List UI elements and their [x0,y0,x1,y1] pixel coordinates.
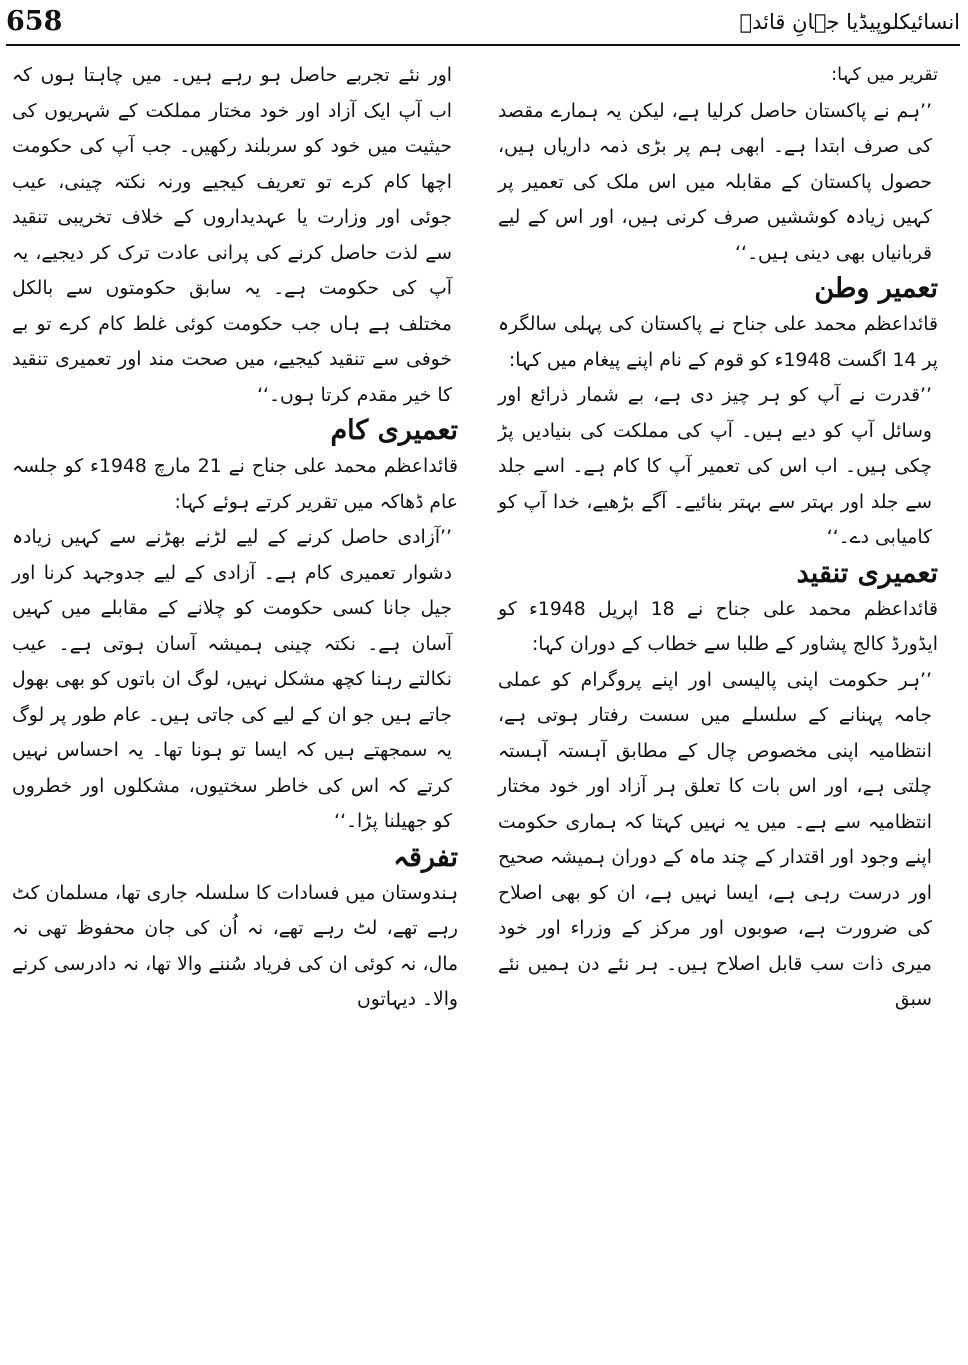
left-column [12,58,458,1018]
book-title: انسائیکلوپیڈیا جہانِ قائدؒ [739,10,960,34]
right-column [498,58,938,1018]
body-paragraph: ہندوستان میں فسادات کا سلسلہ جاری تھا، مسلمان کٹ رہے تھے، لٹ رہے تھے، نہ اُن کی جان محفوظ تھی نہ مال، نہ کوئی ان کی فریاد سُننے والا تھا، نہ دادرسی کرنے والا۔ دیہاتوں [12,882,458,1010]
body-paragraph: قائداعظم محمد علی جناح نے 21 مارچ 1948ء کو جلسہ عام ڈھاکہ میں تقریر کرتے ہوئے کہا: [12,456,458,513]
section-heading: تعمیری تنقید [796,557,938,589]
header-rule [6,44,960,46]
page-header [0,0,968,46]
section-heading: تعمیری کام [330,415,458,446]
section-heading: تفرقہ [393,841,458,873]
quote-paragraph: ’’آزادی حاصل کرنے کے لیے لڑنے بھڑنے سے کہیں زیادہ دشوار تعمیری کام ہے۔ آزادی کے لیے جدوجہد کرنا اور جیل جانا کسی حکومت کو چلانے کے مقابلے میں کہیں آسان ہے۔ نکتہ چینی ہمیشہ آسان ہوتی ہے۔ عیب نکالتے رہنا کچھ مشکل نہیں، لوگ ان باتوں کو بھی بھول جاتے ہیں جو ان کے لیے کی جاتی ہیں۔ عام طور پر لوگ یہ سمجھتے ہیں کہ ایسا تو ہونا تھا۔ یہ احساس نہیں کرتے کہ اس کی خاطر سختیوں، مشکلوں اور خطروں کو جھیلنا پڑا۔‘‘ [12,527,452,832]
page-number: 658 [6,6,63,37]
intro-text: تقریر میں کہا: [831,65,938,85]
quote-paragraph: ’’ہم نے پاکستان حاصل کرلیا ہے، لیکن یہ ہمارے مقصد کی صرف ابتدا ہے۔ ابھی ہم پر بڑی ذمہ داریاں ہیں، حصول پاکستان کے مقابلہ میں اس ملک کی تعمیر پر کہیں زیادہ کوششیں صرف کرنی ہیں، اور اس کے لیے قربانیاں بھی دینی ہیں۔‘‘ [498,100,932,264]
body-paragraph: قائداعظم محمد علی جناح نے 18 اپریل 1948ء کو ایڈورڈ کالج پشاور کے طلبا سے خطاب کے دوران کہا: [498,598,938,655]
quote-paragraph: ’’ہر حکومت اپنی پالیسی اور اپنے پروگرام کو عملی جامہ پہنانے کے سلسلے میں سست رفتار ہوتی ہے، انتظامیہ اپنی مخصوص چال کے مطابق آہستہ آہستہ چلتی ہے، اور اس بات کا تعلق ہر آزاد اور خود مختار انتظامیہ سے ہے۔ میں یہ نہیں کہتا کہ ہماری حکومت اپنے وجود اور اقتدار کے چند ماہ کے دوران ہمیشہ صحیح اور درست رہی ہے، ایسا نہیں ہے، ان کو بھی اصلاح کی ضرورت ہے، صوبوں اور مرکز کے وزراء اور خود میری ذات سب قابل اصلاح ہیں۔ ہر نئے دن ہمیں نئے سبق [498,669,932,1010]
quote-paragraph: ’’قدرت نے آپ کو ہر چیز دی ہے، بے شمار ذرائع اور وسائل آپ کو دیے ہیں۔ آپ کی مملکت کی بنیادیں پڑ چکی ہیں۔ اب اس کی تعمیر آپ کا کام ہے۔ اسے جلد سے جلد اور بہتر سے بہتر بنائیے۔ آگے بڑھیے، خدا آپ کو کامیابی دے۔‘‘ [498,385,932,548]
body-paragraph: قائداعظم محمد علی جناح نے پاکستان کی پہلی سالگرہ پر 14 اگست 1948ء کو قوم کے نام اپنے پیغام میں کہا: [498,314,938,371]
section-heading: تعمیر وطن [814,273,938,304]
quote-paragraph: اور نئے تجربے حاصل ہو رہے ہیں۔ میں چاہتا ہوں کہ اب آپ ایک آزاد اور خود مختار مملکت کے شہریوں کی حیثیت میں خود کو سربلند رکھیں۔ جب آپ کی حکومت اچھا کام کرے تو تعریف کیجیے ورنہ نکتہ چینی، عیب جوئی اور وزارت یا عہدیداروں کے خلاف تخریبی تنقید سے لذت حاصل کرنے کی پرانی عادت ترک کر دیجیے، یہ آپ کی حکومت ہے۔ یہ سابق حکومتوں سے بالکل مختلف ہے ہاں جب حکومت کوئی غلط کام کرے تو بے خوفی سے تنقید کیجیے، میں صحت مند اور تعمیری تنقید کا خیر مقدم کرتا ہوں۔‘‘ [12,65,452,406]
